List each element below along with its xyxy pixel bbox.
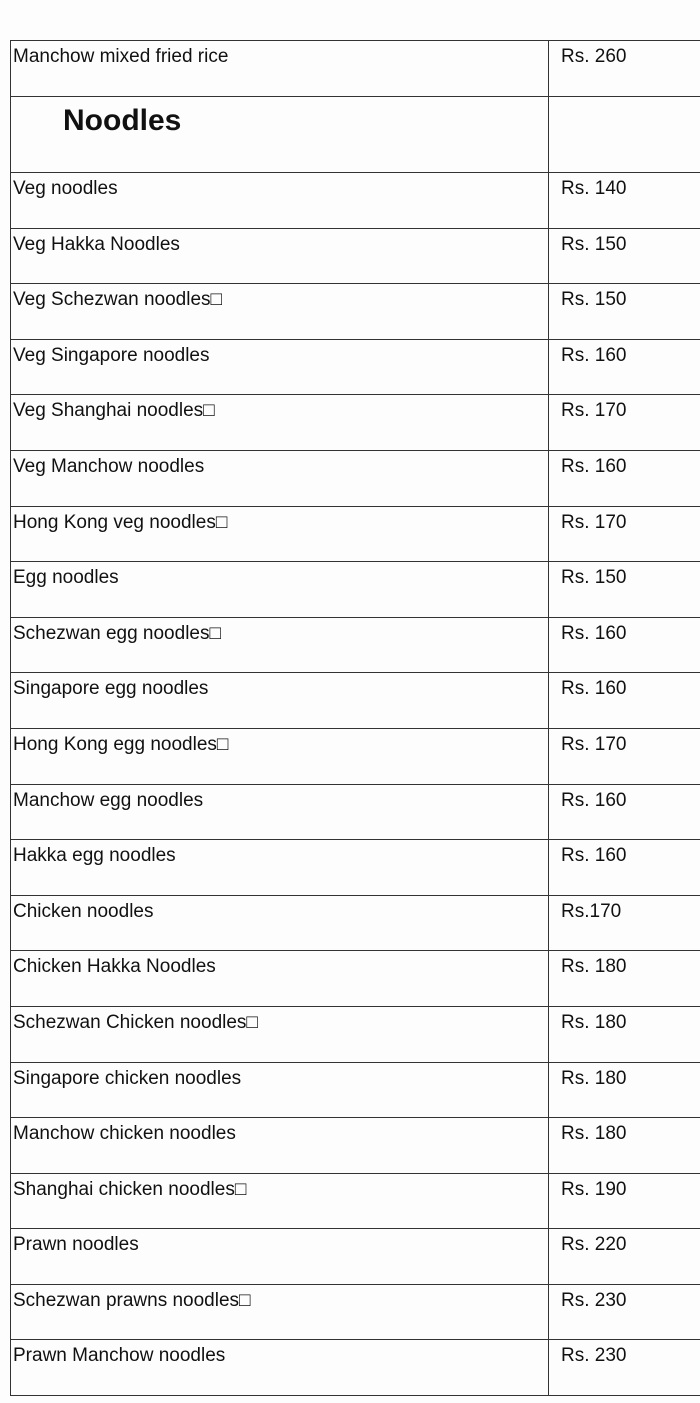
item-price: Rs. 150 bbox=[548, 284, 700, 339]
item-name: Prawn noodles bbox=[13, 1234, 139, 1256]
item-name: Schezwan Chicken noodles□ bbox=[13, 1011, 258, 1033]
item-price: Rs. 230 bbox=[548, 1285, 700, 1340]
menu-row bbox=[11, 1007, 700, 1063]
item-name: Shanghai chicken noodles□ bbox=[13, 1178, 247, 1200]
item-price: Rs. 180 bbox=[548, 1118, 700, 1173]
item-name: Veg Manchow noodles bbox=[13, 455, 205, 477]
item-name: Schezwan egg noodles□ bbox=[13, 622, 221, 644]
section-title: Noodles bbox=[63, 104, 182, 137]
item-price: Rs. 160 bbox=[548, 340, 700, 395]
menu-row bbox=[11, 173, 700, 229]
item-price: Rs. 150 bbox=[548, 562, 700, 617]
item-price: Rs. 160 bbox=[548, 673, 700, 728]
item-name: Manchow mixed fried rice bbox=[13, 46, 229, 67]
item-name: Hakka egg noodles bbox=[13, 845, 176, 867]
item-name: Veg noodles bbox=[13, 178, 118, 199]
menu-row bbox=[11, 1340, 700, 1396]
menu-row bbox=[11, 229, 700, 285]
item-price: Rs.170 bbox=[548, 896, 700, 951]
menu-row bbox=[11, 951, 700, 1007]
item-price: Rs. 180 bbox=[548, 1063, 700, 1118]
item-price: Rs. 260 bbox=[548, 41, 700, 96]
item-price: Rs. 150 bbox=[548, 229, 700, 284]
item-name: Hong Kong veg noodles□ bbox=[13, 511, 228, 533]
item-name: Veg Schezwan noodles□ bbox=[13, 289, 223, 311]
item-price: Rs. 160 bbox=[548, 785, 700, 840]
menu-row bbox=[11, 340, 700, 396]
item-price: Rs. 160 bbox=[548, 618, 700, 673]
menu-row bbox=[11, 562, 700, 618]
menu-row bbox=[11, 618, 700, 674]
menu-row bbox=[11, 507, 700, 563]
menu-row bbox=[11, 840, 700, 896]
item-price: Rs. 180 bbox=[548, 1007, 700, 1062]
menu-row bbox=[11, 451, 700, 507]
menu-row bbox=[11, 729, 700, 785]
item-name: Veg Singapore noodles bbox=[13, 344, 210, 366]
item-price: Rs. 170 bbox=[548, 395, 700, 450]
item-price: Rs. 180 bbox=[548, 951, 700, 1006]
item-name: Singapore egg noodles bbox=[13, 678, 209, 700]
item-price: Rs. 220 bbox=[548, 1229, 700, 1284]
menu-row bbox=[11, 1285, 700, 1341]
menu-table bbox=[10, 40, 700, 1396]
item-name: Prawn Manchow noodles bbox=[13, 1345, 226, 1367]
menu-row bbox=[11, 41, 700, 97]
item-name: Schezwan prawns noodles□ bbox=[13, 1289, 251, 1311]
menu-row bbox=[11, 1229, 700, 1285]
item-price: Rs. 230 bbox=[548, 1340, 700, 1395]
item-name: Singapore chicken noodles bbox=[13, 1067, 242, 1089]
section-header-row bbox=[11, 97, 700, 173]
item-price: Rs. 140 bbox=[548, 173, 700, 228]
menu-row bbox=[11, 785, 700, 841]
menu-row bbox=[11, 1063, 700, 1119]
item-name: Hong Kong egg noodles□ bbox=[13, 733, 229, 755]
item-name: Veg Shanghai noodles□ bbox=[13, 400, 215, 422]
item-price: Rs. 170 bbox=[548, 507, 700, 562]
item-list bbox=[11, 173, 700, 1396]
item-name: Veg Hakka Noodles bbox=[13, 233, 180, 255]
item-name: Manchow chicken noodles bbox=[13, 1123, 236, 1145]
menu-row bbox=[11, 896, 700, 952]
item-name: Chicken noodles bbox=[13, 900, 154, 922]
section-price-cell bbox=[548, 97, 700, 172]
menu-row bbox=[11, 1174, 700, 1230]
item-name: Manchow egg noodles bbox=[13, 789, 204, 811]
item-price: Rs. 160 bbox=[548, 451, 700, 506]
item-price: Rs. 170 bbox=[548, 729, 700, 784]
item-name: Egg noodles bbox=[13, 567, 119, 589]
item-price: Rs. 160 bbox=[548, 840, 700, 895]
menu-row bbox=[11, 284, 700, 340]
menu-row bbox=[11, 1118, 700, 1174]
item-price: Rs. 190 bbox=[548, 1174, 700, 1229]
menu-row bbox=[11, 395, 700, 451]
menu-row bbox=[11, 673, 700, 729]
item-name: Chicken Hakka Noodles bbox=[13, 956, 216, 978]
